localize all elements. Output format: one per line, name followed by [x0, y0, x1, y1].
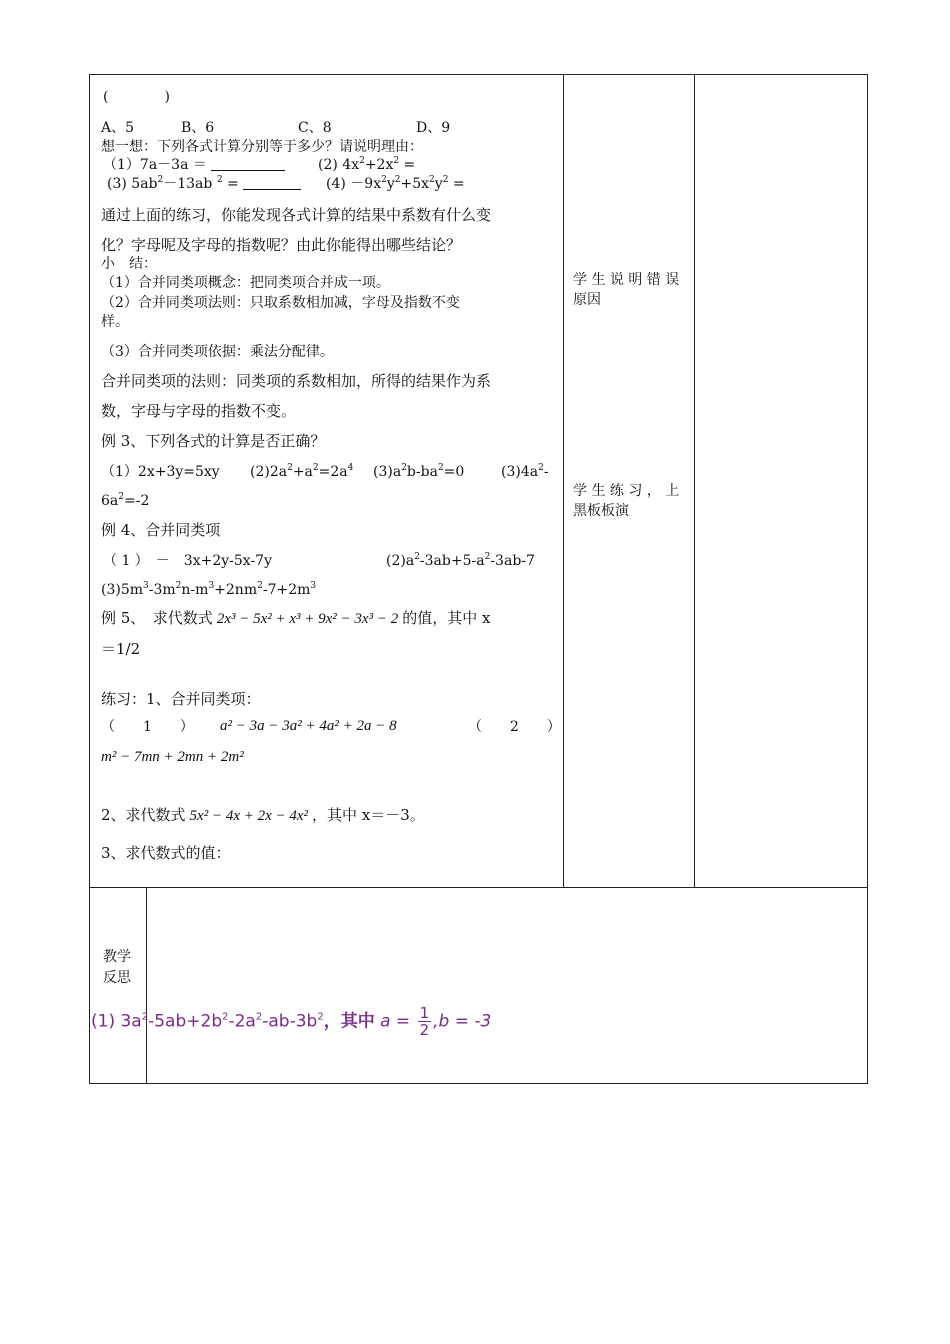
example-4-item-3: $(3)5m^3-3m^2n-m^3+2nm^2-7+2m^3$: [101, 581, 317, 598]
table-left-border: [89, 74, 90, 1084]
practice-1-label: （ 1 ）: [101, 719, 194, 735]
handwritten-formula: (1) $3a^2-5ab+2b^2-2a^2-ab-3b^2$，其中 a = $\frac{1}{2}$ ,b = -3: [91, 1004, 492, 1039]
exercise-3: 3、求代数式的值：: [101, 844, 231, 862]
option-b: B、6: [181, 120, 215, 136]
question-4: $(4) -9x^2y^2+5x^2y^2$ =: [326, 175, 465, 192]
side-note-1-line-1: 学 生 说 明 错 误: [573, 272, 680, 288]
example-5-expression: 2x³ − 5x² + x³ + 9x² − 3x³ − 2: [216, 611, 399, 627]
question-1: （1）7a－3a ＝: [103, 157, 207, 173]
practice-2-label: （ 2 ）: [468, 719, 561, 735]
discover-line-1: 通过上面的练习，你能发现各式计算的结果中系数有什么变: [101, 206, 492, 224]
option-a: A、5: [101, 120, 135, 136]
summary-1: （1）合并同类项概念：把同类项合并成一项。: [101, 275, 390, 291]
row-divider: [89, 887, 868, 888]
exercise-2: 2、求代数式 5x² − 4x + 2x − 4x² ，其中 x＝－3。: [101, 806, 425, 824]
example-4-item-2: $(2)a^2-3ab+5-a^2-3ab-7$: [386, 552, 535, 569]
side-note-2-line-2: 黑板板演: [573, 503, 629, 519]
summary-title: 小 结：: [101, 256, 157, 272]
discover-line-2: 化？字母呢及字母的指数呢？由此你能得出哪些结论？: [101, 236, 462, 254]
exercise-2-expression: 5x² − 4x + 2x − 4x²: [189, 808, 309, 824]
practice-title: 练习：1、合并同类项：: [101, 690, 261, 708]
example-3-item-1: （1）2x+3y=5xy: [101, 464, 220, 480]
think-prompt: 想一想：下列各式计算分别等于多少？请说明理由：: [101, 139, 423, 155]
example-3-item-4-cont: $6a^2=-2$: [101, 492, 150, 509]
example-3-item-3: $(3)a^2b-ba^2=0$: [373, 463, 465, 480]
column-divider-1: [563, 74, 564, 888]
question-row-2: [107, 175, 305, 193]
side-note-2-line-1: 学 生 练 习 ， 上: [573, 483, 680, 499]
table-right-border: [867, 74, 868, 1084]
rule-line-1: 合并同类项的法则：同类项的系数相加，所得的结果作为系: [101, 372, 492, 390]
example-4-item-1: （ 1 ） － 3x+2y-5x-7y: [103, 553, 272, 569]
answer-blank: [243, 177, 301, 190]
question-3: (3) $5ab^2-13ab$ $^2$ =: [107, 175, 239, 192]
summary-2a: （2）合并同类项法则：只取系数相加减，字母及指数不变: [101, 295, 460, 311]
example-5: 例 5、 求代数式 2x³ − 5x² + x³ + 9x² − 3x³ − 2 的值，其中 x: [101, 609, 491, 627]
reflection-label-line-1: 教学: [103, 949, 131, 965]
example-3-title: 例 3、下列各式的计算是否正确？: [101, 432, 326, 450]
example-3-item-2: $(2)2a^2+a^2=2a^4$: [250, 463, 354, 480]
summary-2b: 样。: [101, 314, 129, 330]
practice-1-expression: a² − 3a − 3a² + 4a² + 2a − 8: [220, 718, 397, 734]
side-note-1-line-2: 原因: [573, 292, 601, 308]
column-divider-2: [694, 74, 695, 888]
option-c: C、8: [298, 120, 332, 136]
answer-blank: [211, 158, 285, 171]
table-bottom-border: [89, 1083, 868, 1084]
practice-2-expression: m² − 7mn + 2mn + 2m²: [101, 749, 244, 765]
answer-paren: ( ): [103, 89, 170, 105]
question-row-1: [103, 156, 289, 174]
reflection-label-line-2: 反思: [103, 970, 131, 986]
question-2: (2) $4x^2+2x^2$ =: [318, 156, 416, 173]
example-3-item-4: $(3)4a^2-$: [501, 463, 549, 480]
example-4-title: 例 4、合并同类项: [101, 521, 221, 539]
fraction: $\frac{1}{2}$: [419, 1004, 430, 1039]
rule-line-2: 数，字母与字母的指数不变。: [101, 402, 297, 420]
summary-3: （3）合并同类项依据：乘法分配律。: [101, 344, 334, 360]
table-top-border: [89, 74, 868, 75]
example-5-value: ＝1/2: [101, 640, 141, 658]
reflection-label-divider: [146, 887, 147, 1084]
option-d: D、9: [416, 120, 451, 136]
